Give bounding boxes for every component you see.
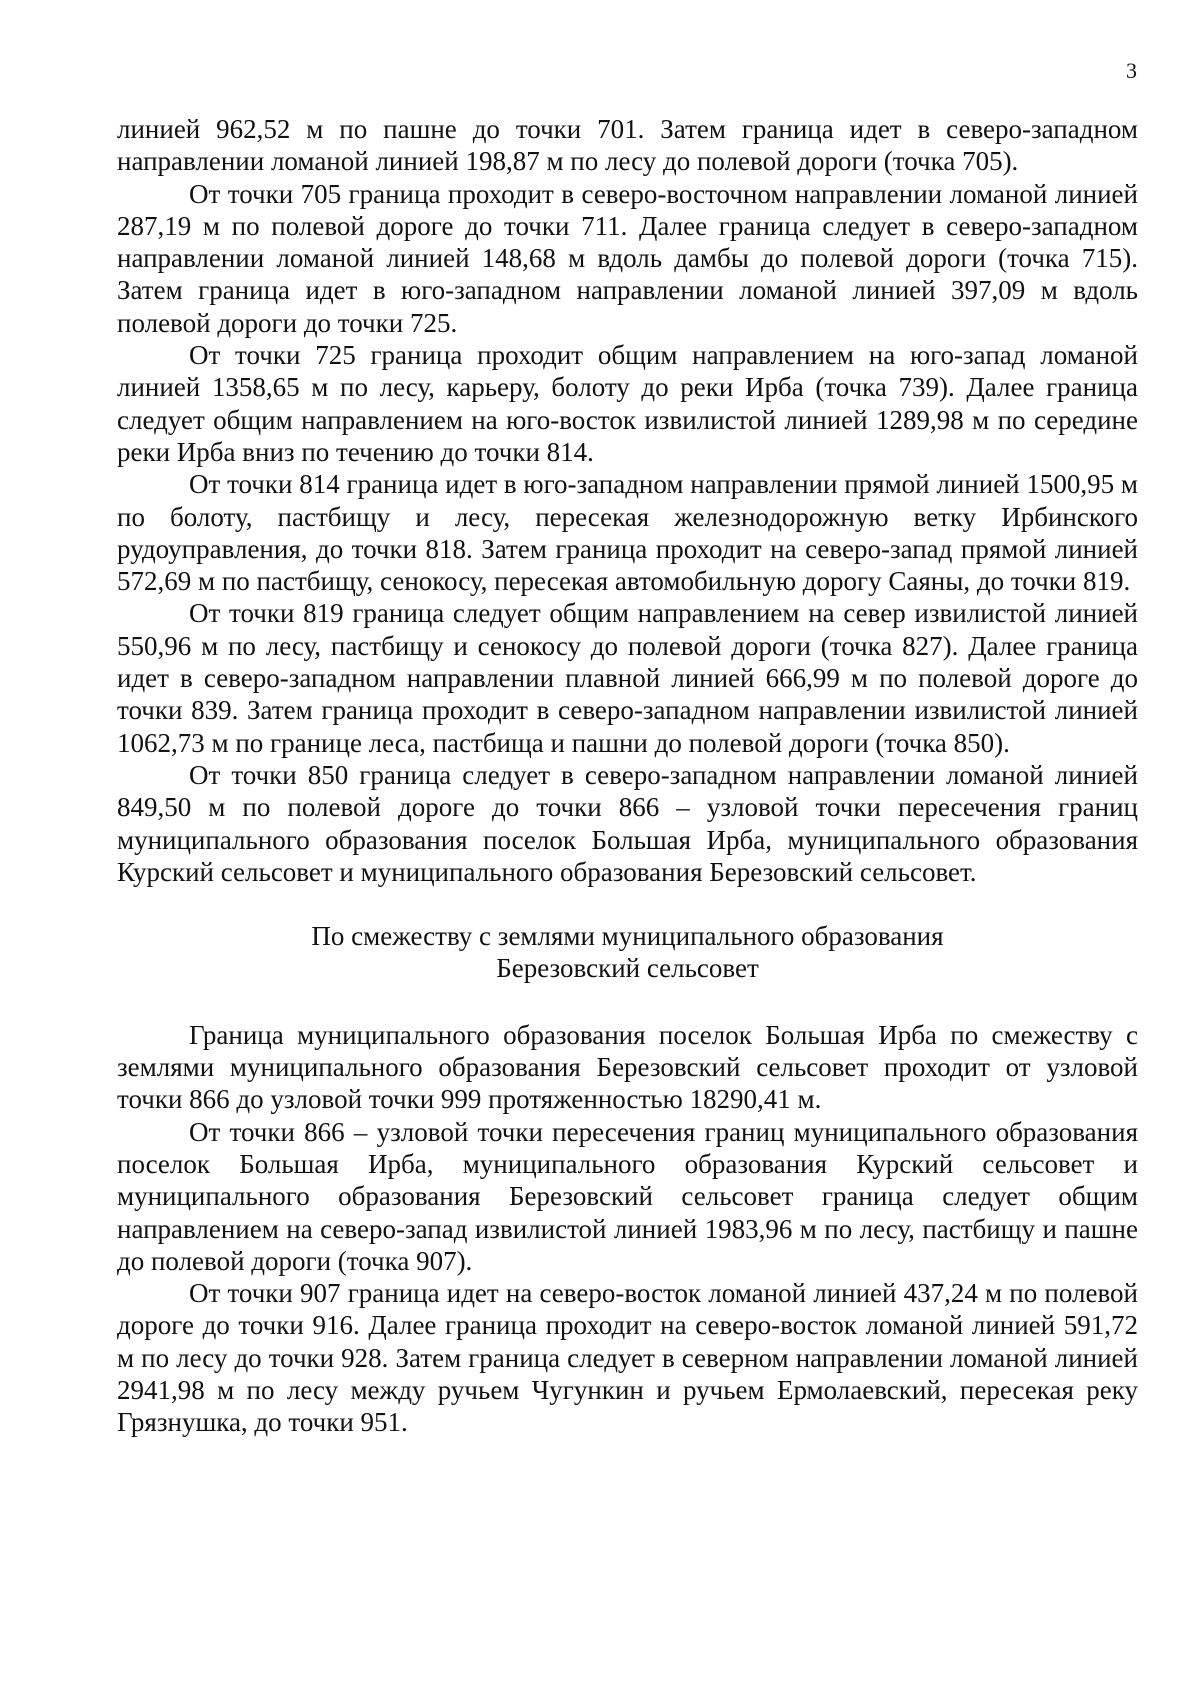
paragraph: От точки 850 граница следует в северо-западном направлении ломаной линией 849,50 м по полевой дороге до точки 866 – узловой точки пересечения границ муниципального образования поселок Большая Ирба, муниципального образования Курский сельсовет и муниципального образования Березовский сельсовет. <box>117 759 1138 887</box>
paragraph: От точки 819 граница следует общим направлением на север извилистой линией 550,96 м по лесу, пастбищу и сенокосу до полевой дороги (точка 827). Далее граница идет в северо-западном направлении плавной линией 666,99 м по полевой дороге до точки 839. Затем граница проходит в северо-западном направлении извилистой линией 1062,73 м по границе леса, пастбища и пашни до полевой дороги (точка 850). <box>117 598 1138 758</box>
paragraph: От точки 705 граница проходит в северо-восточном направлении ломаной линией 287,19 м по полевой дороге до точки 711. Далее граница следует в северо-западном направлении ломаной линией 148,68 м вдоль дамбы до полевой дороги (точка 715). Затем граница идет в юго-западном направлении ломаной линией 397,09 м вдоль полевой дороги до точки 725. <box>117 178 1138 338</box>
paragraph: От точки 814 граница идет в юго-западном направлении прямой линией 1500,95 м по болоту, пастбищу и лесу, пересекая железнодорожную ветку Ирбинского рудоуправления, до точки 818. Затем граница проходит на северо-запад прямой линией 572,69 м по пастбищу, сенокосу, пересекая автомобильную дорогу Саяны, до точки 819. <box>117 469 1138 597</box>
paragraph: Граница муниципального образования поселок Большая Ирба по смежеству с землями муниципального образования Березовский сельсовет проходит от узловой точки 866 до узловой точки 999 протяженностью 18290,41 м. <box>117 1019 1138 1115</box>
page-number: 3 <box>1126 58 1137 83</box>
paragraph: линией 962,52 м по пашне до точки 701. Затем граница идет в северо-западном направлении ломаной линией 198,87 м по лесу до полевой дороги (точка 705). <box>117 114 1138 177</box>
section-heading-line-1: По смежеству с землями муниципального образования <box>311 921 944 952</box>
section-heading-line-2: Березовский сельсовет <box>496 953 759 984</box>
section-heading <box>117 920 1138 985</box>
document-body <box>117 113 1138 1439</box>
paragraph: От точки 725 граница проходит общим направлением на юго-запад ломаной линией 1358,65 м по лесу, карьеру, болоту до реки Ирба (точка 739). Далее граница следует общим направлением на юго-восток извилистой линией 1289,98 м по середине реки Ирба вниз по течению до точки 814. <box>117 340 1138 467</box>
paragraph: От точки 866 – узловой точки пересечения границ муниципального образования поселок Большая Ирба, муниципального образования Курский сельсовет и муниципального образования Березовский сельсовет граница следует общим направлением на северо-запад извилистой линией 1983,96 м по лесу, пастбищу и пашне до полевой дороги (точка 907). <box>117 1116 1138 1276</box>
paragraph: От точки 907 граница идет на северо-восток ломаной линией 437,24 м по полевой дороге до точки 916. Далее граница проходит на северо-восток ломаной линией 591,72 м по лесу до точки 928. Затем граница следует в северном направлении ломаной линией 2941,98 м по лесу между ручьем Чугункин и ручьем Ермолаевский, пересекая реку Грязнушка, до точки 951. <box>117 1278 1138 1438</box>
